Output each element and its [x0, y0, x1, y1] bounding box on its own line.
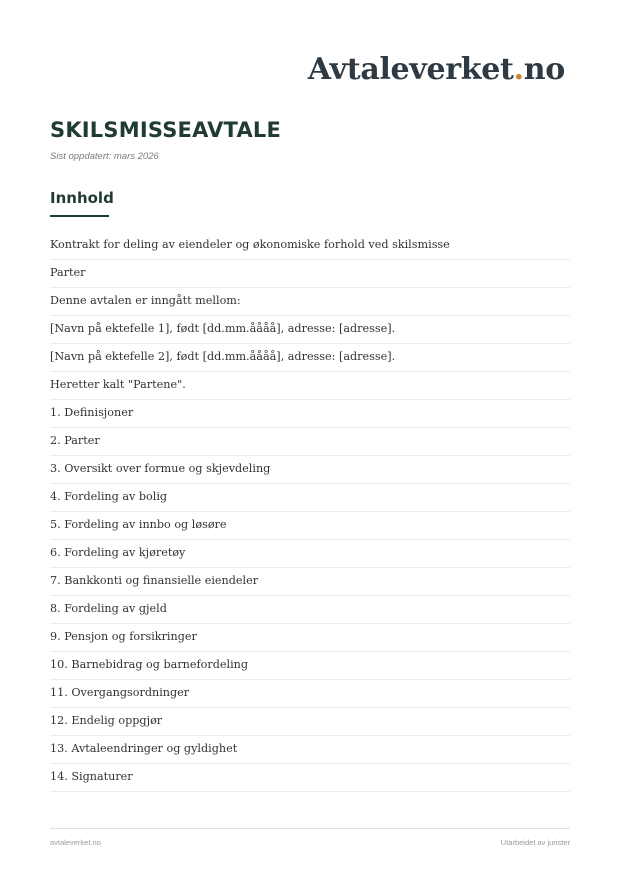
- toc-item[interactable]: [Navn på ektefelle 2], født [dd.mm.åååå], adresse: [adresse].: [50, 344, 570, 372]
- document-title: SKILSMISSEAVTALE: [50, 118, 282, 142]
- toc-item[interactable]: 12. Endelig oppgjør: [50, 708, 570, 736]
- toc-item[interactable]: Denne avtalen er inngått mellom:: [50, 288, 570, 316]
- site-logo[interactable]: [308, 52, 565, 88]
- toc-item[interactable]: Heretter kalt "Partene".: [50, 372, 570, 400]
- toc-item[interactable]: Parter: [50, 260, 570, 288]
- footer-divider: [50, 828, 570, 829]
- logo-dot: .: [513, 52, 524, 87]
- toc-heading-underline: [50, 215, 109, 217]
- toc-item[interactable]: 1. Definisjoner: [50, 400, 570, 428]
- toc-item[interactable]: 5. Fordeling av innbo og løsøre: [50, 512, 570, 540]
- toc-item[interactable]: 14. Signaturer: [50, 764, 570, 792]
- toc-item[interactable]: 11. Overgangsordninger: [50, 680, 570, 708]
- footer-site-link[interactable]: avtaleverket.no: [50, 838, 101, 847]
- toc-item[interactable]: [Navn på ektefelle 1], født [dd.mm.åååå], adresse: [adresse].: [50, 316, 570, 344]
- toc-item[interactable]: 13. Avtaleendringer og gyldighet: [50, 736, 570, 764]
- toc-item[interactable]: 2. Parter: [50, 428, 570, 456]
- table-of-contents: [50, 232, 570, 792]
- footer-tagline: Utarbeidet av jurister: [500, 838, 570, 847]
- toc-item[interactable]: 8. Fordeling av gjeld: [50, 596, 570, 624]
- toc-item[interactable]: Kontrakt for deling av eiendeler og økonomiske forhold ved skilsmisse: [50, 232, 570, 260]
- toc-item[interactable]: 4. Fordeling av bolig: [50, 484, 570, 512]
- toc-item[interactable]: 9. Pensjon og forsikringer: [50, 624, 570, 652]
- toc-item[interactable]: 6. Fordeling av kjøretøy: [50, 540, 570, 568]
- toc-item[interactable]: 10. Barnebidrag og barnefordeling: [50, 652, 570, 680]
- toc-item[interactable]: 3. Oversikt over formue og skjevdeling: [50, 456, 570, 484]
- logo-name: Avtaleverket: [307, 52, 514, 87]
- toc-heading: Innhold: [50, 189, 114, 207]
- last-updated-date: Sist oppdatert: mars 2026: [50, 151, 159, 162]
- logo-tld: no: [523, 52, 565, 87]
- toc-item[interactable]: 7. Bankkonti og finansielle eiendeler: [50, 568, 570, 596]
